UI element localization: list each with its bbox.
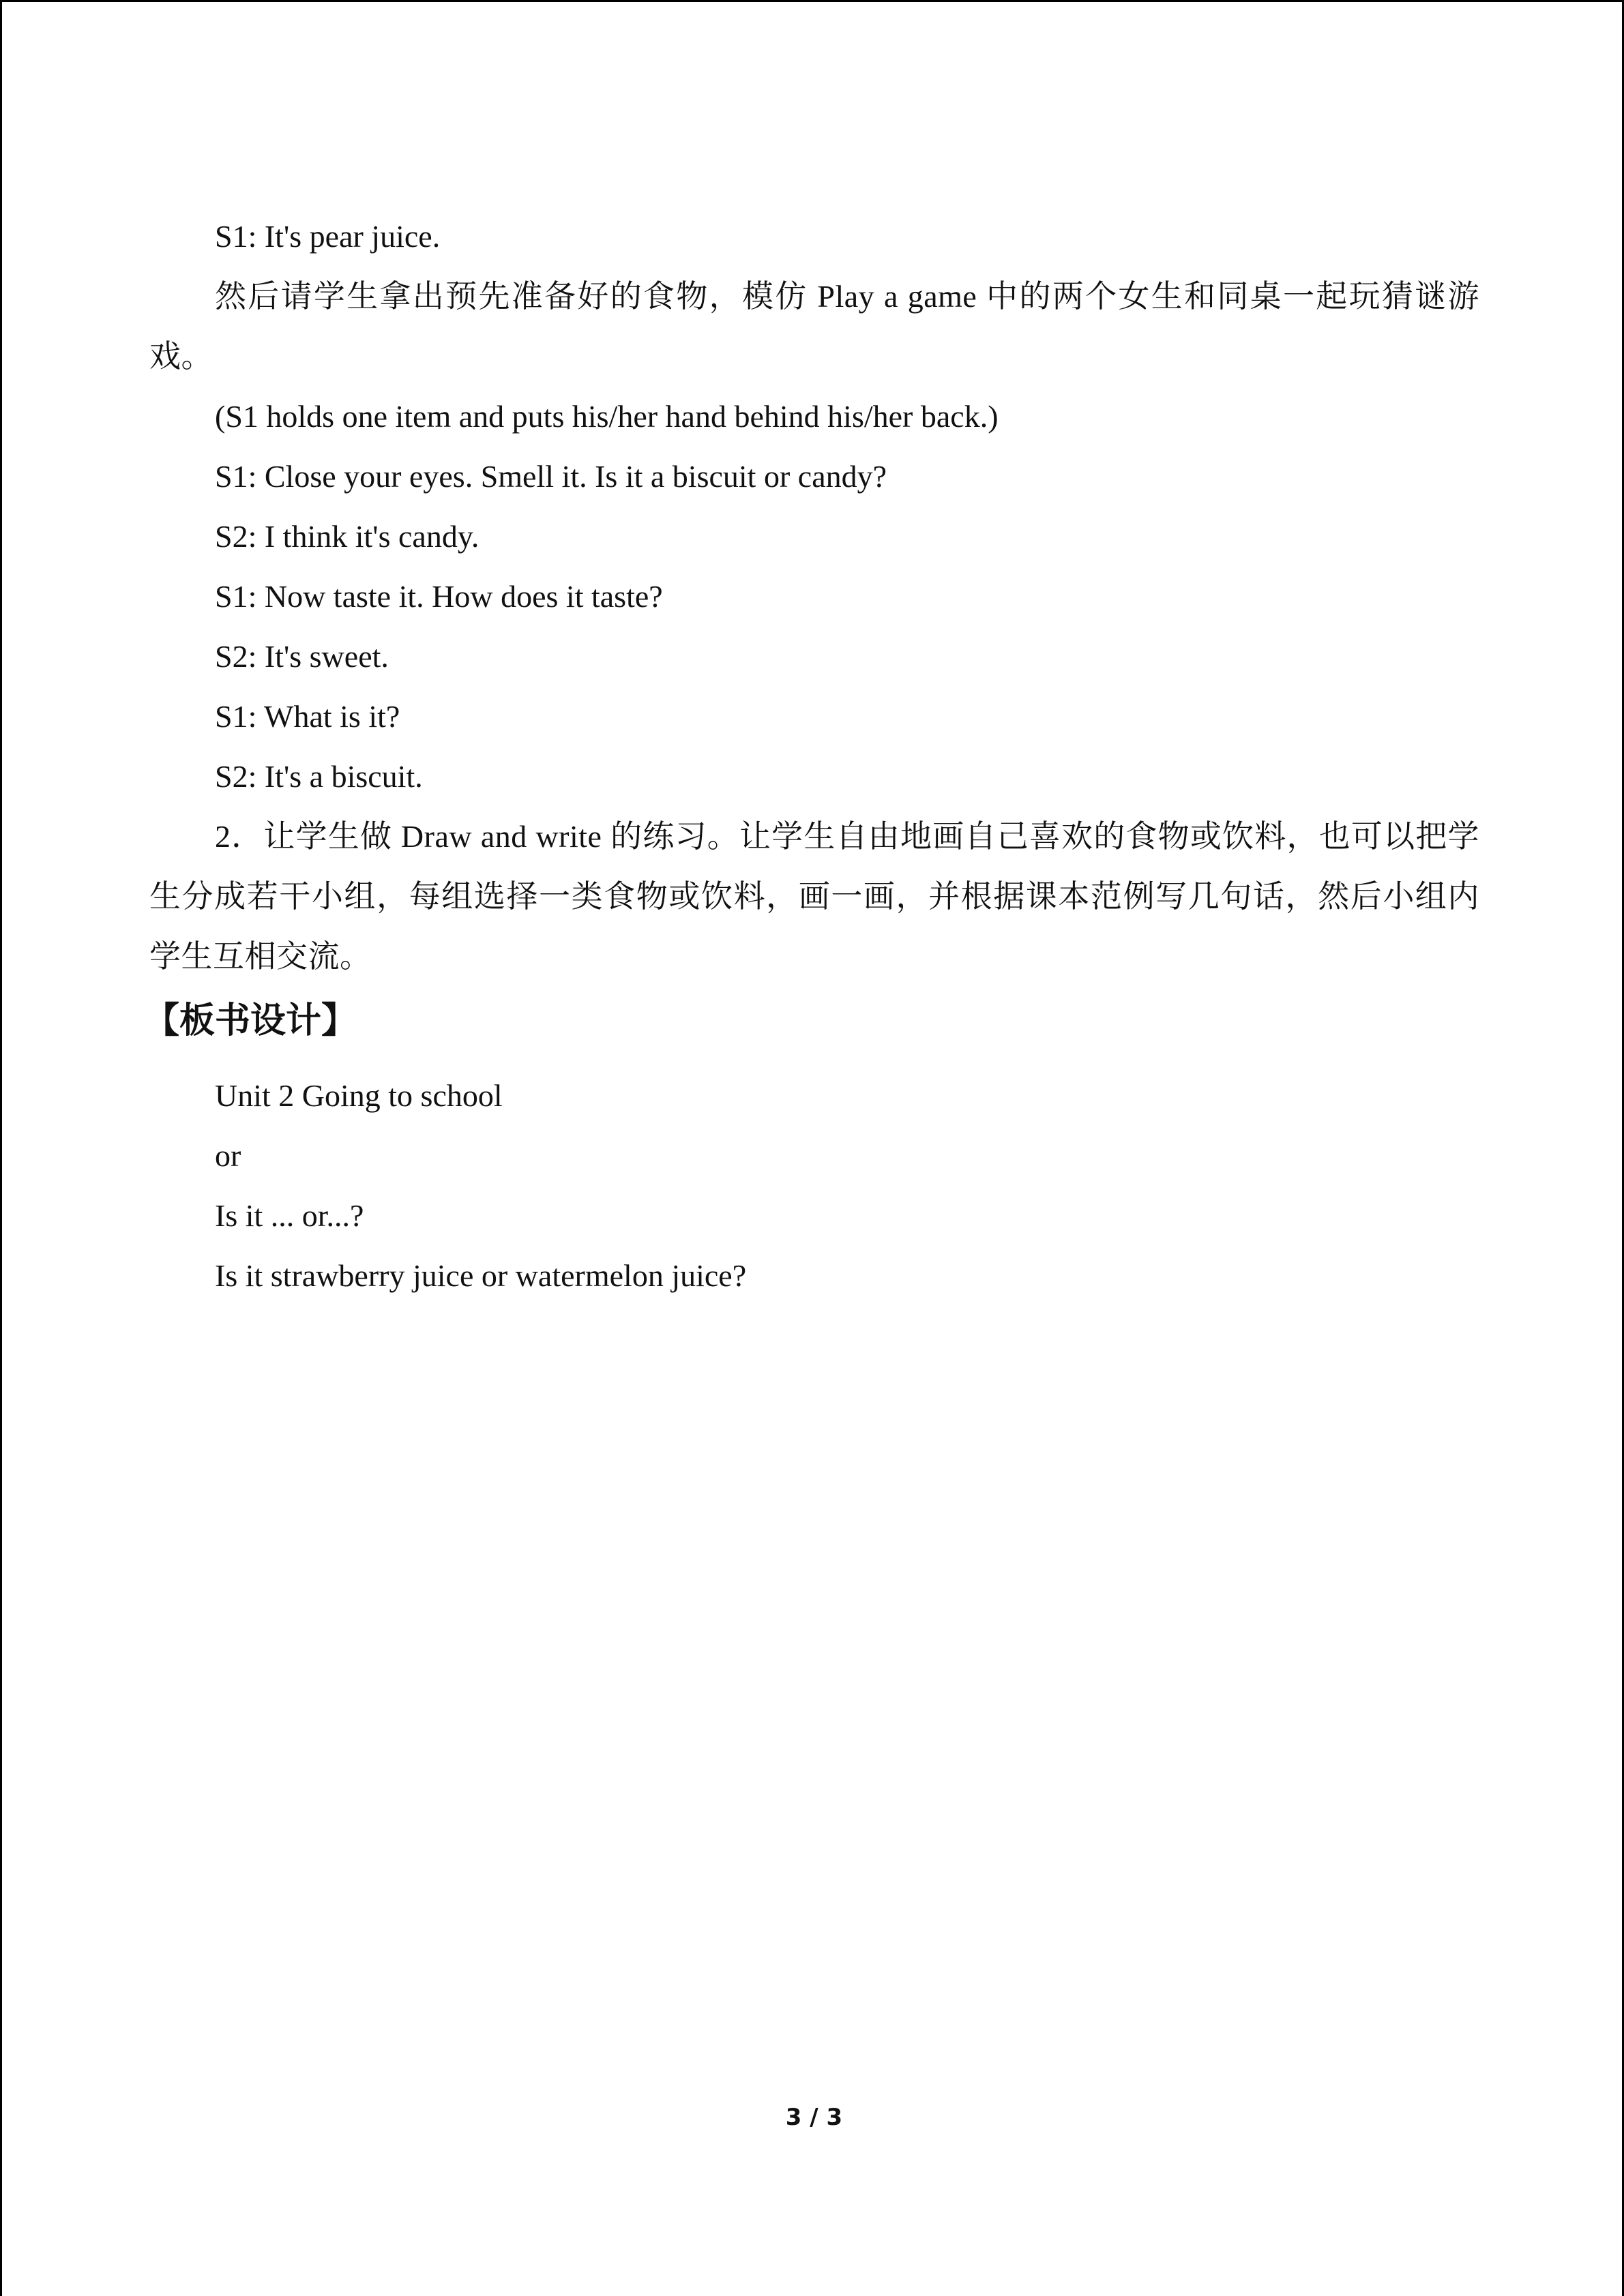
document-body	[144, 207, 1479, 1306]
page-number: 3 / 3	[785, 2104, 843, 2131]
dialogue-line: S2: It's a biscuit.	[215, 759, 423, 794]
instruction-paragraph: 然后请学生拿出预先准备好的食物，模仿 Play a game 中的两个女生和同桌一起玩猜谜游戏。	[149, 279, 1479, 374]
board-line: Is it strawberry juice or watermelon juice?	[215, 1258, 747, 1293]
board-line: Is it ... or...?	[215, 1198, 364, 1233]
dialogue-line: S2: It's sweet.	[215, 639, 389, 674]
section-heading: 【板书设计】	[144, 1000, 357, 1041]
dialogue-line: S1: Now taste it. How does it taste?	[215, 579, 663, 614]
dialogue-line: S1: Close your eyes. Smell it. Is it a biscuit or candy?	[215, 459, 887, 494]
dialogue-line: S1: What is it?	[215, 699, 400, 734]
board-line: Unit 2 Going to school	[215, 1078, 503, 1113]
dialogue-line: (S1 holds one item and puts his/her hand behind his/her back.)	[215, 399, 999, 434]
board-line: or	[215, 1138, 241, 1173]
instruction-paragraph: 2．让学生做 Draw and write 的练习。让学生自由地画自己喜欢的食物或饮料，也可以把学生分成若干小组，每组选择一类食物或饮料，画一画，并根据课本范例写几句话，然后小组内学生互相交流。	[149, 819, 1479, 974]
dialogue-line: S1: It's pear juice.	[215, 219, 441, 254]
blackboard-design	[149, 1066, 1479, 1306]
dialogue-line: S2: I think it's candy.	[215, 519, 479, 554]
